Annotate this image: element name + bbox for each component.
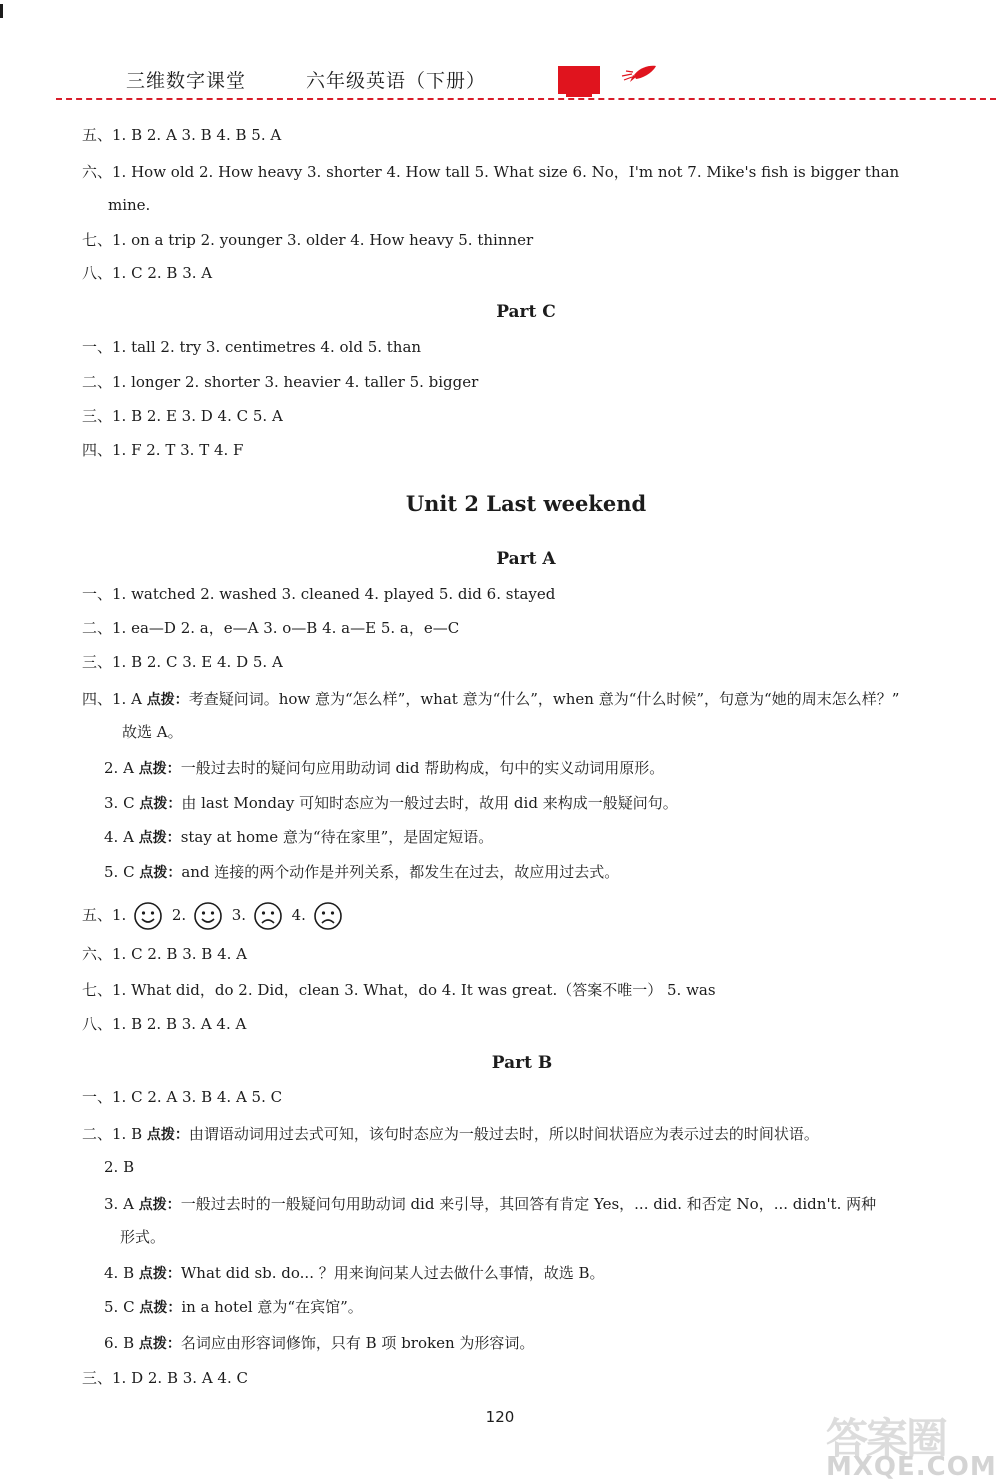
answer-line-c2: 二、1. longer 2. shorter 3. heavier 4. taller 5. bigger	[82, 373, 479, 391]
answer-number: 2. A	[104, 759, 139, 777]
unit-heading: Unit 2 Last weekend	[405, 491, 647, 516]
answer-line-b2-2: 2. B	[104, 1158, 135, 1176]
hint-text: What did sb. do... ？用来询问某人过去做什么事情，故选 B。	[180, 1264, 605, 1282]
hint-label: 点拨：	[139, 796, 182, 812]
answer-line-b3: 三、1. D 2. B 3. A 4. C	[82, 1369, 248, 1387]
answer-line-a4-1-cont: 故选 A。	[122, 723, 183, 741]
answer-line-b2-6	[104, 1333, 534, 1354]
frowning-face-icon	[313, 901, 343, 931]
hint-text: 由 last Monday 可知时态应为一般过去时，故用 did 来构成一般疑问句。	[181, 794, 678, 812]
smiling-face-icon	[133, 901, 163, 931]
page-number: 120	[485, 1408, 515, 1426]
hint-text: and 连接的两个动作是并列关系，都发生在过去，故应用过去式。	[181, 863, 620, 881]
red-banner-box	[558, 66, 600, 94]
answer-number: 4. B	[104, 1264, 139, 1282]
hint-label: 点拨：	[146, 1127, 189, 1143]
hint-label: 点拨：	[146, 692, 189, 708]
hint-text: 一般过去时的一般疑问句用助动词 did 来引导，其回答有肯定 Yes，... did. 和否定 No，... didn't. 两种	[180, 1195, 877, 1213]
hint-text: 一般过去时的疑问句应用助动词 did 帮助构成，句中的实义动词用原形。	[180, 759, 665, 777]
part-c-heading: Part C	[496, 302, 556, 322]
answer-line-a4-2	[104, 758, 664, 779]
answer-line-c3: 三、1. B 2. E 3. D 4. C 5. A	[82, 407, 283, 425]
answer-number: 四、1. A	[82, 690, 147, 708]
answer-line-a2: 二、1. ea—D 2. a，e—A 3. o—B 4. a—E 5. a，e—C	[82, 619, 460, 637]
hint-label: 点拨：	[138, 1336, 181, 1352]
hint-text: stay at home 意为“待在家里”，是固定短语。	[180, 828, 494, 846]
part-a-heading: Part A	[496, 549, 556, 569]
frowning-face-icon	[253, 901, 283, 931]
answer-line-b1: 一、1. C 2. A 3. B 4. A 5. C	[82, 1088, 283, 1106]
answer-line-c1: 一、1. tall 2. try 3. centimetres 4. old 5. than	[82, 338, 422, 356]
answer-line-a4-5	[104, 862, 619, 883]
answer-line-c4: 四、1. F 2. T 3. T 4. F	[82, 441, 244, 459]
answer-number: 二、1. B	[82, 1125, 147, 1143]
red-banner-base	[566, 94, 592, 97]
book-title: 六年级英语（下册）	[306, 70, 487, 92]
answer-line-a1: 一、1. watched 2. washed 3. cleaned 4. played 5. did 6. stayed	[82, 585, 556, 603]
answer-number: 4.	[291, 906, 306, 924]
answer-line-s8: 八、1. C 2. B 3. A	[82, 264, 213, 282]
answer-line-a6: 六、1. C 2. B 3. B 4. A	[82, 945, 247, 963]
hint-text: 由谓语动词用过去式可知，该句时态应为一般过去时，所以时间状语应为表示过去的时间状语。	[188, 1125, 819, 1143]
answer-number: 4. A	[104, 828, 139, 846]
watermark-logo-text: 答案圈	[826, 1414, 947, 1463]
hint-text: in a hotel 意为“在宾馆”。	[181, 1298, 363, 1316]
answer-line-b2-4	[104, 1263, 605, 1284]
answer-line-b2-3-cont: 形式。	[120, 1228, 166, 1246]
hint-label: 点拨：	[138, 761, 181, 777]
answer-line-s7: 七、1. on a trip 2. younger 3. older 4. How heavy 5. thinner	[82, 231, 534, 249]
answer-line-a4-3	[104, 793, 678, 814]
answer-line-b2-5	[104, 1297, 363, 1318]
page-header	[0, 0, 1000, 100]
answer-number: 5. C	[104, 863, 140, 881]
answer-line-a4-1	[82, 689, 899, 710]
hint-label: 点拨：	[139, 1300, 182, 1316]
watermark-url: MXQE.COM	[826, 1452, 997, 1482]
answer-number: 6. B	[104, 1334, 139, 1352]
answer-line-a8: 八、1. B 2. B 3. A 4. A	[82, 1015, 247, 1033]
answer-line-b2-1	[82, 1124, 819, 1145]
smiling-face-icon	[193, 901, 223, 931]
answer-line-a7: 七、1. What did，do 2. Did，clean 3. What，do 4. It was great.（答案不唯一） 5. was	[82, 981, 716, 999]
answer-line-b2-3	[104, 1194, 876, 1215]
answer-line-s5: 五、1. B 2. A 3. B 4. B 5. A	[82, 126, 282, 144]
hint-label: 点拨：	[138, 1266, 181, 1282]
answer-number: 3. A	[104, 1195, 139, 1213]
answer-line-s6: 六、1. How old 2. How heavy 3. shorter 4. How tall 5. What size 6. No，I'm not 7. Mike's fish is bigger than	[82, 163, 900, 181]
answer-number: 3. C	[104, 794, 140, 812]
answer-line-a5	[82, 900, 347, 931]
answer-number: 3.	[231, 906, 247, 924]
part-b-heading: Part B	[491, 1053, 553, 1073]
series-title: 三维数字课堂	[126, 70, 247, 92]
answer-number: 5. C	[104, 1298, 140, 1316]
corner-mark	[0, 4, 3, 18]
answer-number: 2.	[171, 906, 187, 924]
header-dashed-rule	[56, 98, 996, 100]
answer-line-a3: 三、1. B 2. C 3. E 4. D 5. A	[82, 653, 283, 671]
hint-label: 点拨：	[138, 830, 181, 846]
answer-number: 五、1.	[82, 906, 127, 924]
hint-label: 点拨：	[139, 865, 182, 881]
answer-line-s6-cont: mine.	[108, 196, 151, 214]
hint-text: 名词应由形容词修饰，只有 B 项 broken 为形容词。	[180, 1334, 535, 1352]
hint-text: 考查疑问词。how 意为“怎么样”，what 意为“什么”，when 意为“什么时候”，句意为“她的周末怎么样？”	[188, 690, 900, 708]
answer-line-a4-4	[104, 827, 493, 848]
rocket-icon	[620, 62, 660, 84]
hint-label: 点拨：	[138, 1197, 181, 1213]
